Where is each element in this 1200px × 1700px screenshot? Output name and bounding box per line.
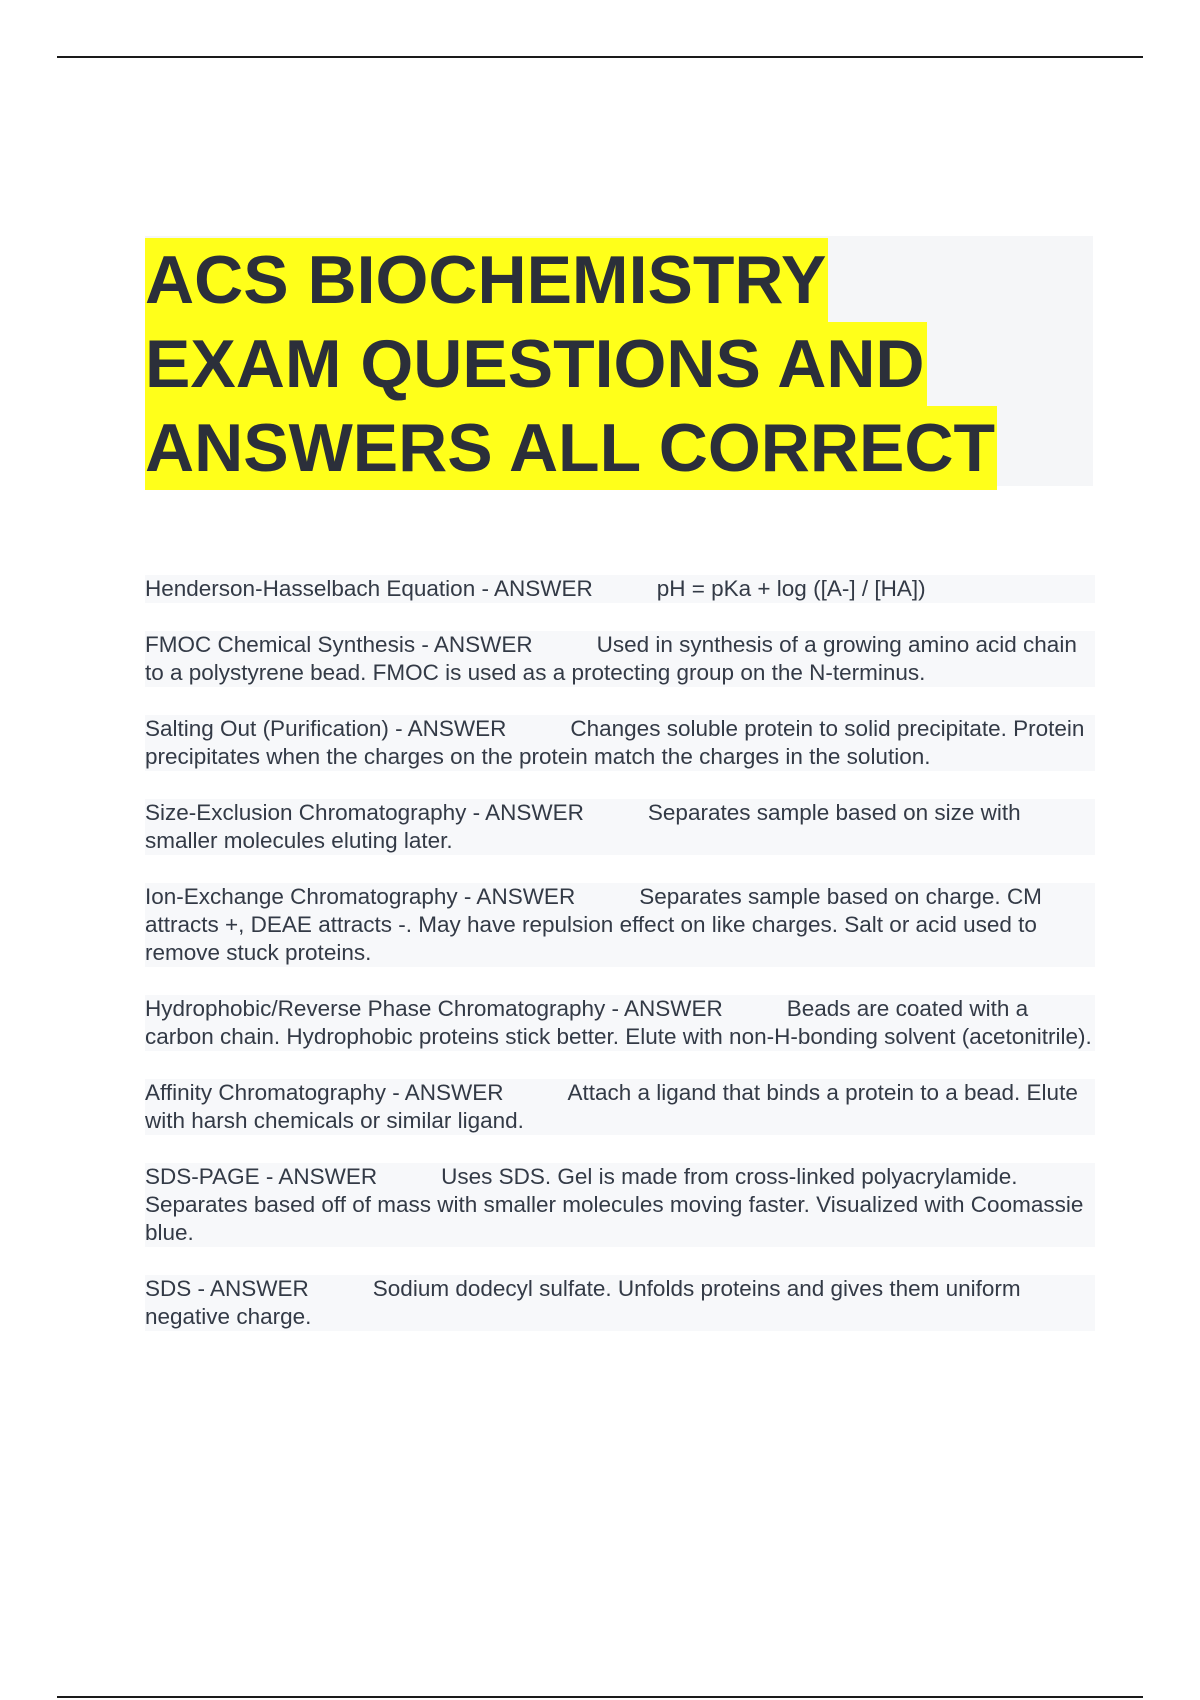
qa-term: FMOC Chemical Synthesis - ANSWER [145, 632, 533, 657]
qa-answer: Uses SDS. Gel is made from cross-linked polyacrylamide. Separates based off of mass with smaller molecules moving faster. Visualized with Coomassie blue. [145, 1164, 1084, 1245]
qa-term: Affinity Chromatography - ANSWER [145, 1080, 504, 1105]
qa-term: Henderson-Hasselbach Equation - ANSWER [145, 576, 593, 601]
bottom-rule [57, 1696, 1143, 1698]
qa-entry [145, 799, 1095, 855]
qa-entry [145, 1275, 1095, 1331]
qa-answer: Separates sample based on charge. CM attracts +, DEAE attracts -. May have repulsion effect on like charges. Salt or acid used to remove stuck proteins. [145, 884, 1042, 965]
qa-answer: Separates sample based on size with smaller molecules eluting later. [145, 800, 1021, 853]
qa-entry [145, 1079, 1095, 1135]
qa-term: Ion-Exchange Chromatography - ANSWER [145, 884, 576, 909]
qa-term: SDS - ANSWER [145, 1276, 309, 1301]
qa-list [145, 575, 1095, 1359]
qa-answer: pH = pKa + log ([A-] / [HA]) [656, 576, 926, 601]
qa-term: Hydrophobic/Reverse Phase Chromatography - ANSWER [145, 996, 723, 1021]
title-line: ANSWERS ALL CORRECT [145, 406, 997, 490]
qa-entry [145, 1163, 1095, 1247]
document-title [145, 238, 997, 490]
qa-entry [145, 631, 1095, 687]
qa-entry [145, 883, 1095, 967]
qa-term: Size-Exclusion Chromatography - ANSWER [145, 800, 584, 825]
qa-entry [145, 995, 1095, 1051]
qa-answer: Changes soluble protein to solid precipitate. Protein precipitates when the charges on the protein match the charges in the solution. [145, 716, 1085, 769]
title-line: ACS BIOCHEMISTRY [145, 238, 828, 322]
qa-answer: Used in synthesis of a growing amino acid chain to a polystyrene bead. FMOC is used as a protecting group on the N-terminus. [145, 632, 1077, 685]
qa-answer: Beads are coated with a carbon chain. Hydrophobic proteins stick better. Elute with non-H-bonding solvent (acetonitrile). [145, 996, 1092, 1049]
qa-term: SDS-PAGE - ANSWER [145, 1164, 378, 1189]
qa-term: Salting Out (Purification) - ANSWER [145, 716, 507, 741]
title-line: EXAM QUESTIONS AND [145, 322, 927, 406]
top-rule [57, 56, 1143, 58]
qa-answer: Sodium dodecyl sulfate. Unfolds proteins and gives them uniform negative charge. [145, 1276, 1021, 1329]
qa-entry [145, 575, 1095, 603]
qa-answer: Attach a ligand that binds a protein to a bead. Elute with harsh chemicals or similar ligand. [145, 1080, 1078, 1133]
qa-entry [145, 715, 1095, 771]
